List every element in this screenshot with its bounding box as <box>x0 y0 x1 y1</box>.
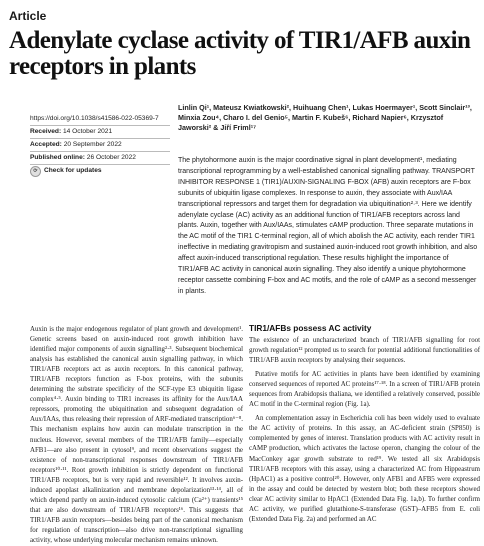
accepted-label: Accepted: <box>30 141 62 148</box>
accepted-row <box>30 139 170 152</box>
author-list: Linlin Qi¹, Mateusz Kwiatkowski², Huihuang Chen¹, Lukas Hoermayer¹, Scott Sinclair¹³, Minxia Zou⁴, Charo I. del Genio⁵, Martin F. Kubeš⁶, Richard Napier⁶, Krzysztof Jaworski² & Jiří Friml¹⁷ <box>178 103 472 132</box>
received-label: Received: <box>30 128 62 135</box>
published-row <box>30 152 170 165</box>
published-label: Published online: <box>30 154 85 161</box>
paper-title: Adenylate cyclase activity of TIR1/AFB auxin receptors in plants <box>9 27 471 80</box>
doi-link[interactable]: https://doi.org/10.1038/s41586-022-05369-7 <box>30 115 159 122</box>
published-date: 26 October 2022 <box>86 154 136 161</box>
abstract-text: The phytohormone auxin is the major coordinative signal in plant development¹, mediating transcriptional reprogramming by a well-established canonical signalling pathway. TRANSPORT INHIBITOR RESPONSE 1 (TIR1)/AUXIN-SIGNALING F-BOX (AFB) auxin receptors are F-box subunits of ubiquitin ligase complexes. In response to auxin, they associate with Aux/IAA transcriptional repressors and target them for degradation via ubiquitination²·³. Here we identify adenylate cyclase (AC) activity as an additional function of TIR1/AFB receptors across land plants. Auxin, together with Aux/IAAs, stimulates cAMP production. Three separate mutations in the AC motif of the TIR1 C-terminal region, all of which abolish the AC activity, each render TIR1 ineffective in mediating gravitropism and sustained auxin-induced root growth inhibition, and also affect auxin-induced transcriptional regulation. These results highlight the importance of TIR1/AFB AC activity in canonical auxin signalling. They also identify a unique phytohormone receptor cassette combining F-box and AC motifs, and the role of cAMP as a second messenger in plants. <box>178 157 478 295</box>
doi-row <box>30 113 170 126</box>
article-type-label: Article <box>9 9 47 23</box>
body-column-left: Auxin is the major endogenous regulator of plant growth and development¹. Genetic screens based on auxin-induced root growth inhibition have identified major components of auxin signalling²·³. Subsequent biochemical analysis has established the canonical auxin signalling pathway, in which TIR1/AFB receptors act as auxin receptors. In this canonical pathway, TIR1/AFB receptors function as F-box proteins, with the subunits determining the substrate specificity of the SCF-type E3 ubiquitin ligase complex⁴·⁵. Auxin binding to TIR1 increases its affinity for the Aux/IAA repressors, promoting the ubiquitination and subsequent degradation of Aux/IAAs, thus releasing their repression of ARF-mediated transcription⁶⁻⁸. This mechanism explains how auxin can modulate transcription in the nucleus. However, several members of the TIR1/AFB family—especially AFB1—are also present in cytosol⁹, and recent observations suggest the existence of non-transcriptional responses downstream of TIR1/AFB receptors¹⁰·¹¹. Root growth inhibition is strictly dependent on functional TIR1/AFB receptors, but is very rapid and reversible¹². It involves auxin-induced apoplast alkalinization and membrane depolarization¹³·¹⁴, all of which depend partly on auxin-induced cytosolic calcium (Ca²⁺) transients¹⁵ that are also downstream of TIR1/AFB receptors¹⁶. This suggests that TIR1/AFB auxin receptors—besides being part of the canonical mechanism for regulation of transcription—also drive non-transcriptional signalling activity, whose underlying molecular mechanism remains unknown. <box>30 326 243 544</box>
body-paragraph: The existence of an uncharacterized branch of TIR1/AFB signalling for root growth regulation¹² prompted us to search for potential additional functionalities of TIR1/AFB auxin receptors by analysing their sequences. <box>249 337 480 365</box>
received-row <box>30 126 170 139</box>
refresh-icon: ⟳ <box>30 166 41 177</box>
article-metadata <box>30 113 170 177</box>
accepted-date: 20 September 2022 <box>63 141 122 148</box>
body-paragraph: Putative motifs for AC activities in plants have been identified by examining conserved sequences of reported AC proteins¹⁷·¹⁸. In a screen of TIR1/AFB protein sequences from Arabidopsis thaliana, we identified a relatively conserved, possible AC motif in the C-terminal region (Fig. 1a). <box>249 371 480 409</box>
check-for-updates-label: Check for updates <box>44 167 102 174</box>
section-heading: TIR1/AFBs possess AC activity <box>249 323 372 333</box>
body-paragraph: An complementation assay in Escherichia coli has been widely used to evaluate the AC activity of proteins. In this assay, an AC-deficient strain (SP850) is complemented by genes of interest. Translation products with AC activity result in cAMP production, which activates the lactose operon, changing the colour of the MacConkey agar growth substrate to red¹⁹. We tested all six Arabidopsis TIR1/AFB receptors with this assay, using a characterized AC from Hippeastrum (HpAC1) as a positive control²⁰. However, only AFB1 and AFB5 were expressed in the assay and could be detected by western blot; both these receptors showed clear AC activity similar to HpAC1 (Extended Data Fig. 1a,b). To further confirm AC activity, we purified glutathione-S-transferase (GST)–AFB5 from E. coli (Extended Data Fig. 2a) and performed an AC <box>249 415 480 523</box>
received-date: 14 October 2021 <box>63 128 113 135</box>
check-for-updates-button[interactable] <box>30 165 170 177</box>
body-column-right <box>249 322 480 529</box>
